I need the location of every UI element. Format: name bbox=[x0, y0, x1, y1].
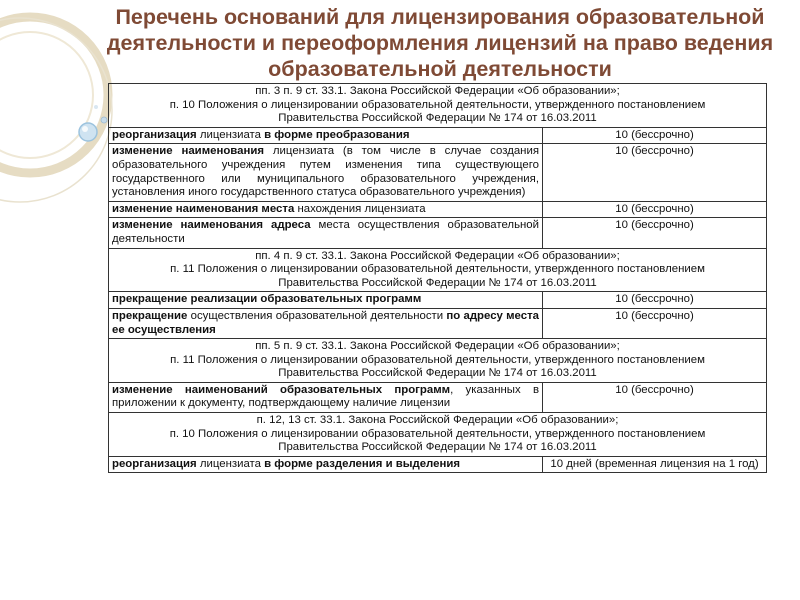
legal-reference-line: п. 11 Положения о лицензировании образовательной деятельности, утвержденного постановлением bbox=[170, 353, 705, 366]
text-fragment: лицензиата bbox=[196, 457, 265, 470]
section-legal-reference bbox=[109, 248, 767, 292]
table-row bbox=[109, 201, 767, 218]
ground-description-cell bbox=[109, 292, 543, 309]
title-line-3: образовательной деятельности bbox=[268, 57, 612, 81]
title-line-1: Перечень оснований для лицензирования образовательной bbox=[115, 5, 765, 29]
legal-reference-line: Правительства Российской Федерации № 174 от 16.03.2011 bbox=[278, 112, 597, 125]
bold-text-fragment: изменение наименования места bbox=[112, 202, 295, 215]
legal-reference-line: Правительства Российской Федерации № 174 от 16.03.2011 bbox=[278, 276, 597, 289]
bold-text-fragment: изменение наименования bbox=[112, 145, 265, 158]
ground-description-cell bbox=[109, 382, 543, 412]
bold-text-fragment: прекращение bbox=[112, 309, 188, 322]
bold-text-fragment: изменение наименования адреса bbox=[112, 219, 311, 232]
licensing-grounds-table bbox=[108, 83, 767, 473]
bold-text-fragment: по адресу места ее осуществления bbox=[112, 309, 539, 336]
term-value-cell: 10 (бессрочно) bbox=[543, 201, 767, 218]
term-value-cell: 10 (бессрочно) bbox=[543, 382, 767, 412]
text-fragment: , указанных в приложении к документу, подтверждающему наличие лицензии bbox=[112, 383, 540, 410]
section-legal-reference bbox=[109, 339, 767, 383]
title-line-2: деятельности и переоформления лицензий на право ведения bbox=[106, 31, 774, 55]
legal-reference-line: Правительства Российской Федерации № 174 от 16.03.2011 bbox=[278, 441, 597, 454]
section-header-row bbox=[109, 248, 767, 292]
section-legal-reference bbox=[109, 413, 767, 457]
ground-description-cell bbox=[109, 218, 543, 248]
section-header-row bbox=[109, 84, 767, 128]
text-fragment: осуществления образовательной деятельности bbox=[187, 309, 447, 322]
table-row bbox=[109, 456, 767, 473]
legal-reference-line: п. 12, 13 ст. 33.1. Закона Российской Федерации «Об образовании»; bbox=[256, 414, 619, 427]
legal-reference-line: пп. 3 п. 9 ст. 33.1. Закона Российской Федерации «Об образовании»; bbox=[255, 85, 620, 97]
text-fragment: лицензиата bbox=[196, 128, 265, 141]
bold-text-fragment: в форме преобразования bbox=[264, 128, 410, 141]
text-fragment: нахождения лицензиата bbox=[294, 202, 426, 215]
term-value-cell: 10 (бессрочно) bbox=[543, 127, 767, 144]
table-row bbox=[109, 144, 767, 201]
legal-reference-line: пп. 5 п. 9 ст. 33.1. Закона Российской Федерации «Об образовании»; bbox=[255, 340, 620, 353]
text-fragment: лицензиата (в том числе в случае создания образовательного учреждения путем изменения типа существующего государственного или муниципального образовательного учреждения, установления иного государственного статуса образовательного учреждения) bbox=[112, 145, 539, 199]
table-row bbox=[109, 382, 767, 412]
legal-reference-line: Правительства Российской Федерации № 174 от 16.03.2011 bbox=[278, 367, 597, 380]
term-value-cell: 10 (бессрочно) bbox=[543, 308, 767, 338]
table-row bbox=[109, 292, 767, 309]
page-title bbox=[100, 4, 780, 82]
bold-text-fragment: реорганизация bbox=[112, 128, 197, 141]
ground-description-cell bbox=[109, 308, 543, 338]
bold-text-fragment: реорганизация bbox=[112, 457, 197, 470]
bold-text-fragment: в форме разделения и выделения bbox=[264, 457, 461, 470]
term-value-cell: 10 (бессрочно) bbox=[543, 218, 767, 248]
text-fragment: места осуществления образовательной деятельности bbox=[112, 219, 540, 245]
legal-reference-line: п. 11 Положения о лицензировании образовательной деятельности, утвержденного постановлением bbox=[170, 263, 705, 276]
bold-text-fragment: изменение наименований образовательных программ bbox=[112, 383, 451, 396]
table-row bbox=[109, 308, 767, 338]
ground-description-cell bbox=[109, 456, 543, 473]
term-value-cell: 10 (бессрочно) bbox=[543, 144, 767, 201]
ground-description-cell bbox=[109, 144, 543, 201]
legal-reference-line: п. 10 Положения о лицензировании образовательной деятельности, утвержденного постановлением bbox=[169, 98, 706, 111]
section-header-row bbox=[109, 413, 767, 457]
term-value-cell: 10 (бессрочно) bbox=[543, 292, 767, 309]
ground-description-cell bbox=[109, 127, 543, 144]
ground-description-cell bbox=[109, 201, 543, 218]
legal-reference-line: п. 10 Положения о лицензировании образовательной деятельности, утвержденного постановлением bbox=[169, 427, 706, 440]
table-row bbox=[109, 218, 767, 248]
section-header-row bbox=[109, 339, 767, 383]
table-row bbox=[109, 127, 767, 144]
section-legal-reference bbox=[109, 84, 767, 128]
legal-reference-line: пп. 4 п. 9 ст. 33.1. Закона Российской Федерации «Об образовании»; bbox=[255, 249, 620, 262]
term-value-cell: 10 дней (временная лицензия на 1 год) bbox=[543, 456, 767, 473]
bold-text-fragment: прекращение реализации образовательных программ bbox=[112, 293, 422, 306]
